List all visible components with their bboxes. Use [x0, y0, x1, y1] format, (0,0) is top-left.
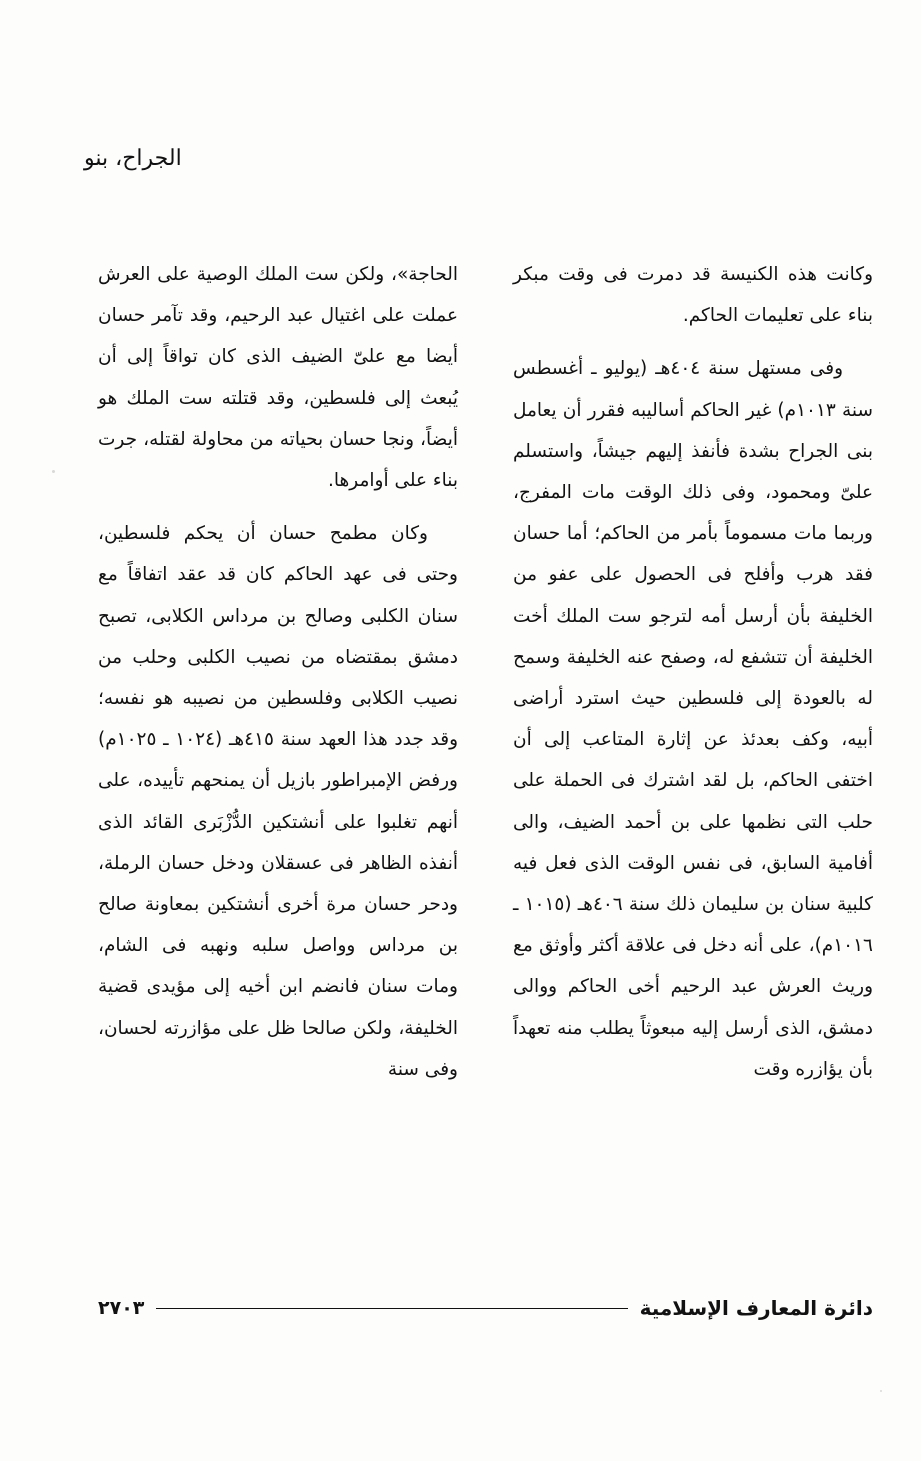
paragraph-left-2: وكان مطمح حسان أن يحكم فلسطين، وحتى فى عهد الحاكم كان قد عقد اتفاقاً مع سنان الكلبى وصالح بن مرداس الكلابى، تصبح دمشق بمقتضاه من نصيب الكلبى وحلب من نصيب الكلابى وفلسطين من نصيبه هو نفسه؛ وقد جدد هذا العهد سنة ٤١٥هـ (١٠٢٤ ـ ١٠٢٥م) ورفض الإمبراطور بازيل أن يمنحهم تأييده، على أنهم تغلبوا على أنشتكين الدُّزْبَرى القائد الذى أنفذه الظاهر فى عسقلان ودخل حسان الرملة، ودحر حسان مرة أخرى أنشتكين بمعاونة صالح بن مرداس وواصل سلبه ونهبه فى الشام، ومات سنان فانضم ابن أخيه إلى مؤيدى قضية الخليفة، ولكن صالحا ظل على مؤازرته لحسان، وفى سنة: [98, 523, 459, 1080]
paragraph-right-2: وفى مستهل سنة ٤٠٤هـ (يوليو ـ أغسطس سنة ١٠١٣م) غير الحاكم أساليبه فقرر أن يعامل بنى الجراح بشدة فأنفذ إليهم جيشاً، واستسلم علىّ ومحمود، وفى ذلك الوقت مات المفرج، وربما مات مسموماً بأمر من الحاكم؛ أما حسان فقد هرب وأفلح فى الحصول على عفو من الخليفة بأن أرسل أمه لترجو ست الملك أخت الخليفة أن تتشفع له، وصفح عنه الخليفة وسمح له بالعودة إلى فلسطين حيث استرد أراضى أبيه، وكف بعدئذ عن إثارة المتاعب إلى أن اختفى الحاكم، بل لقد اشترك فى الحملة على حلب التى نظمها على بن أحمد الضيف، والى أفامية السابق، فى نفس الوقت الذى فعل فيه كلبية سنان بن سليمان ذلك سنة ٤٠٦هـ (١٠١٥ ـ ١٠١٦م)، على أنه دخل فى علاقة أكثر وأوثق مع وريث العرش عبد الرحيم أخى الحاكم ووالى دمشق، الذى أرسل إليه مبعوثاً يطلب منه تعهداً بأن يؤازره وقت: [513, 358, 873, 1080]
paragraph-left-1: الحاجة»، ولكن ست الملك الوصية على العرش عملت على اغتيال عبد الرحيم، وقد تآمر حسان أيضا مع علىّ الضيف الذى كان تواقاً إلى أن يُبعث إلى فلسطين، وقد قتلته ست الملك هو أيضاً، ونجا حسان بحياته من محاولة لقتله، جرت بناء على أوامرها.: [98, 264, 458, 492]
scan-artifact: [880, 1390, 882, 1392]
paragraph-right-1: وكانت هذه الكنيسة قد دمرت فى وقت مبكر بناء على تعليمات الحاكم.: [513, 264, 873, 327]
right-text-column: [513, 254, 873, 1102]
scan-artifact: [52, 470, 55, 473]
left-text-column: [98, 254, 458, 1102]
footer-page-number: ٢٧٠٣: [98, 1297, 145, 1319]
running-header-title: الجراح، بنو: [84, 146, 182, 171]
footer-encyclopedia-title: دائرة المعارف الإسلامية: [639, 1296, 873, 1320]
footer-divider-rule: [156, 1308, 627, 1309]
page-footer: [98, 1290, 873, 1326]
